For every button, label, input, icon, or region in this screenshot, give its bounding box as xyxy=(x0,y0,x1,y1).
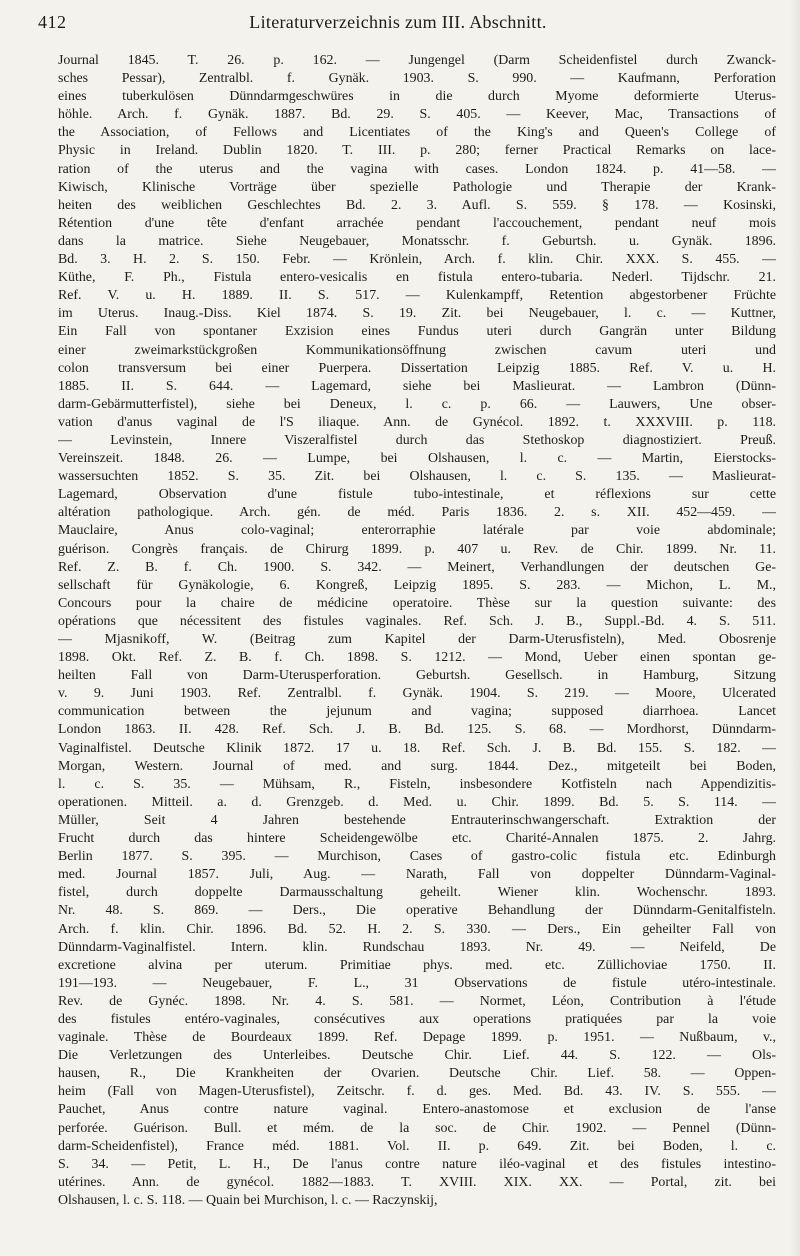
text-line: hausen, R., Die Krankheiten der Ovarien. Deutsche Chir. Lief. 58. — Oppen- xyxy=(58,1066,776,1082)
text-line: Ref. V. u. H. 1889. II. S. 517. — Kulenkampff, Retention abgestorbener Früchte xyxy=(58,288,776,304)
text-line: utérines. Ann. de gynécol. 1882—1883. T. XVIII. XIX. XX. — Portal, zit. bei xyxy=(58,1174,776,1190)
text-line: Küthe, F. Ph., Fistula entero-vesicalis en fistula entero-tubaria. Nederl. Tijdschr. 21. xyxy=(58,270,776,286)
bibliography-text xyxy=(58,52,776,1210)
text-line: Bd. 3. H. 2. S. 150. Febr. — Krönlein, Arch. f. klin. Chir. XXX. S. 455. — xyxy=(58,252,776,268)
text-line: höhle. Arch. f. Gynäk. 1887. Bd. 29. S. 405. — Keever, Mac, Transactions of xyxy=(58,107,776,123)
page-header xyxy=(38,8,758,38)
text-line: Ref. Z. B. f. Ch. 1900. S. 342. — Meinert, Verhandlungen der deutschen Ge- xyxy=(58,559,776,575)
text-line: 191—193. — Neugebauer, F. L., 31 Observations de fistule utéro-intestinale. xyxy=(58,975,776,991)
text-line: sellschaft für Gynäkologie, 6. Kongreß, Leipzig 1895. S. 283. — Michon, L. M., xyxy=(58,577,776,593)
text-line: ration of the uterus and the vagina with cases. London 1824. p. 41—58. — xyxy=(58,161,776,177)
text-line: Physic in Ireland. Dublin 1820. T. III. p. 280; ferner Practical Remarks on lace- xyxy=(58,143,776,159)
text-line: Concours pour la chaire de médicine operatoire. Thèse sur la question suivante: des xyxy=(58,595,776,611)
text-line: l. c. S. 35. — Mühsam, R., Fisteln, insbesondere Kotfisteln nach Appendizitis- xyxy=(58,776,776,792)
text-line: Ein Fall von spontaner Exzision eines Fundus uteri durch Gangrän unter Bildung xyxy=(58,324,776,340)
text-line: opérations que nécessitent des fistules vaginales. Ref. Sch. J. B., Suppl.-Bd. 4. S. 511. xyxy=(58,613,776,629)
text-line: des fistules entéro-vaginales, consécutives aux operations pratiquées par la voie xyxy=(58,1011,776,1027)
text-line: Vaginalfistel. Deutsche Klinik 1872. 17 u. 18. Ref. Sch. J. B. Bd. 155. S. 182. — xyxy=(58,740,776,756)
text-line: Olshausen, l. c. S. 118. — Quain bei Murchison, l. c. — Raczynskij, xyxy=(58,1192,438,1208)
text-line: fistel, durch doppelte Darmausschaltung geheilt. Wiener klin. Wochenschr. 1893. xyxy=(58,885,776,901)
text-line: darm-Scheidenfistel), France méd. 1881. Vol. II. p. 649. Zit. bei Boden, l. c. xyxy=(58,1138,776,1154)
text-line: Mauclaire, Anus colo-vaginal; enterorraphie latérale par voie abdominale; xyxy=(58,523,776,539)
text-line: vation d'anus vaginal de l'S iliaque. Ann. de Gynécol. 1892. t. XXXVIII. p. 118. xyxy=(58,414,776,430)
text-line: Pauchet, Anus contre nature vaginal. Entero-anastomose et exclusion de l'anse xyxy=(58,1102,776,1118)
text-line: 1898. Okt. Ref. Z. B. f. Ch. 1898. S. 1212. — Mond, Ueber einen spontan ge- xyxy=(58,650,776,666)
text-line: Berlin 1877. S. 395. — Murchison, Cases of gastro-colic fistula etc. Edinburgh xyxy=(58,849,776,865)
text-line: London 1863. II. 428. Ref. Sch. J. B. Bd. 125. S. 68. — Mordhorst, Dünndarm- xyxy=(58,722,776,738)
text-line: Kiwisch, Klinische Vorträge über spezielle Pathologie und Therapie der Krank- xyxy=(58,179,776,195)
text-line: — Mjasnikoff, W. (Beitrag zum Kapitel der Darm-Uterusfisteln), Med. Obosrenje xyxy=(58,632,776,647)
text-line: wassersuchten 1852. S. 35. Zit. bei Olshausen, l. c. S. 135. — Maslieurat- xyxy=(58,469,776,485)
text-line: med. Journal 1857. Juli, Aug. — Narath, Fall von doppelter Dünndarm-Vaginal- xyxy=(58,867,776,883)
text-line: dans la matrice. Siehe Neugebauer, Monatsschr. f. Geburtsh. u. Gynäk. 1896. xyxy=(58,233,776,249)
running-title: Literaturverzeichnis zum III. Abschnitt. xyxy=(249,12,547,32)
text-line: communication between the jejunum and vagina; supposed diarrhoea. Lancet xyxy=(58,704,776,720)
text-line: altération pathologique. Arch. gén. de méd. Paris 1836. 2. s. XII. 452—459. — xyxy=(58,505,776,521)
text-line: im Uterus. Inaug.-Diss. Kiel 1874. S. 19. Zit. bei Neugebauer, l. c. — Kuttner, xyxy=(58,306,776,322)
text-line: Morgan, Western. Journal of med. and surg. 1844. Dez., mitgeteilt bei Boden, xyxy=(58,758,776,774)
text-line: Dünndarm-Vaginalfistel. Intern. klin. Rundschau 1893. Nr. 49. — Neifeld, De xyxy=(58,939,776,955)
text-line: — Levinstein, Innere Viszeralfistel durch das Stethoskop diagnostiziert. Preuß. xyxy=(58,432,776,448)
text-line: the Association, of Fellows and Licentiates of the King's and Queen's College of xyxy=(58,125,776,141)
text-line: Müller, Seit 4 Jahren bestehende Entrauterinschwangerschaft. Extraktion der xyxy=(58,812,776,828)
text-line: Rev. de Gynéc. 1898. Nr. 4. S. 581. — Normet, Léon, Contribution à l'étude xyxy=(58,993,776,1009)
text-line: operationen. Mitteil. a. d. Grenzgeb. d. Med. u. Chir. 1899. Bd. 5. S. 114. — xyxy=(58,794,776,810)
text-line: 1885. II. S. 644. — Lagemard, siehe bei Maslieurat. — Lambron (Dünn- xyxy=(58,378,776,394)
page-number: 412 xyxy=(38,12,67,32)
text-line: Die Verletzungen des Unterleibes. Deutsche Chir. Lief. 44. S. 122. — Ols- xyxy=(58,1048,776,1064)
text-line: sches Pessar), Zentralbl. f. Gynäk. 1903. S. 990. — Kaufmann, Perforation xyxy=(58,71,776,87)
text-line: heiten des weiblichen Geschlechtes Bd. 2. 3. Aufl. S. 559. § 178. — Kosinski, xyxy=(58,197,776,213)
text-line: heim (Fall von Magen-Uterusfistel), Zeitschr. f. d. ges. Med. Bd. 43. IV. S. 555. — xyxy=(58,1084,776,1100)
text-line: Vereinszeit. 1848. 26. — Lumpe, bei Olshausen, l. c. — Martin, Eierstocks- xyxy=(58,451,776,467)
text-line: Journal 1845. T. 26. p. 162. — Jungengel (Darm Scheidenfistel durch Zwanck- xyxy=(58,53,776,68)
text-line: einer zweimarkstückgroßen Kommunikationsöffnung zwischen cavum uteri und xyxy=(58,342,776,358)
text-line: perforée. Guérison. Bull. et mém. de la soc. de Chir. 1902. — Pennel (Dünn- xyxy=(58,1120,776,1136)
text-line: Arch. f. klin. Chir. 1896. Bd. 52. H. 2. S. 330. — Ders., Ein geheilter Fall von xyxy=(58,921,776,937)
text-line: excretione alvina per uterum. Primitiae phys. med. etc. Züllichoviae 1750. II. xyxy=(58,957,776,973)
text-line: S. 34. — Petit, L. H., De l'anus contre nature iléo-vaginal et des fistules intestino- xyxy=(58,1156,776,1172)
text-line: v. 9. Juni 1903. Ref. Zentralbl. f. Gynäk. 1904. S. 219. — Moore, Ulcerated xyxy=(58,686,776,702)
text-line: darm-Gebärmutterfistel), siehe bei Deneux, l. c. p. 66. — Lauwers, Une obser- xyxy=(58,396,776,412)
text-line: vaginale. Thèse de Bourdeaux 1899. Ref. Depage 1899. p. 1951. — Nußbaum, v., xyxy=(58,1030,776,1046)
text-line: Lagemard, Observation d'une fistule tubo-intestinale, et réflexions sur cette xyxy=(58,487,776,503)
text-line: Frucht durch das hintere Scheidengewölbe etc. Charité-Annalen 1875. 2. Jahrg. xyxy=(58,831,776,847)
text-line: guérison. Congrès français. de Chirurg 1899. p. 407 u. Rev. de Chir. 1899. Nr. 11. xyxy=(58,541,776,557)
text-line: heilten Fall von Darm-Uterusperforation. Geburtsh. Gesellsch. in Hamburg, Sitzung xyxy=(58,668,776,684)
text-line: colon transversum bei einer Puerpera. Dissertation Leipzig 1885. Ref. V. u. H. xyxy=(58,360,776,376)
text-line: Nr. 48. S. 869. — Ders., Die operative Behandlung der Dünndarm-Genitalfisteln. xyxy=(58,903,776,919)
page-edge-shadow xyxy=(790,0,800,1256)
text-line: eines tuberkulösen Dünndarmgeschwüres in die durch Myome deformierte Uterus- xyxy=(58,89,776,105)
text-line: Rétention d'une tête d'enfant arrachée pendant l'accouchement, pendant neuf mois xyxy=(58,215,776,231)
